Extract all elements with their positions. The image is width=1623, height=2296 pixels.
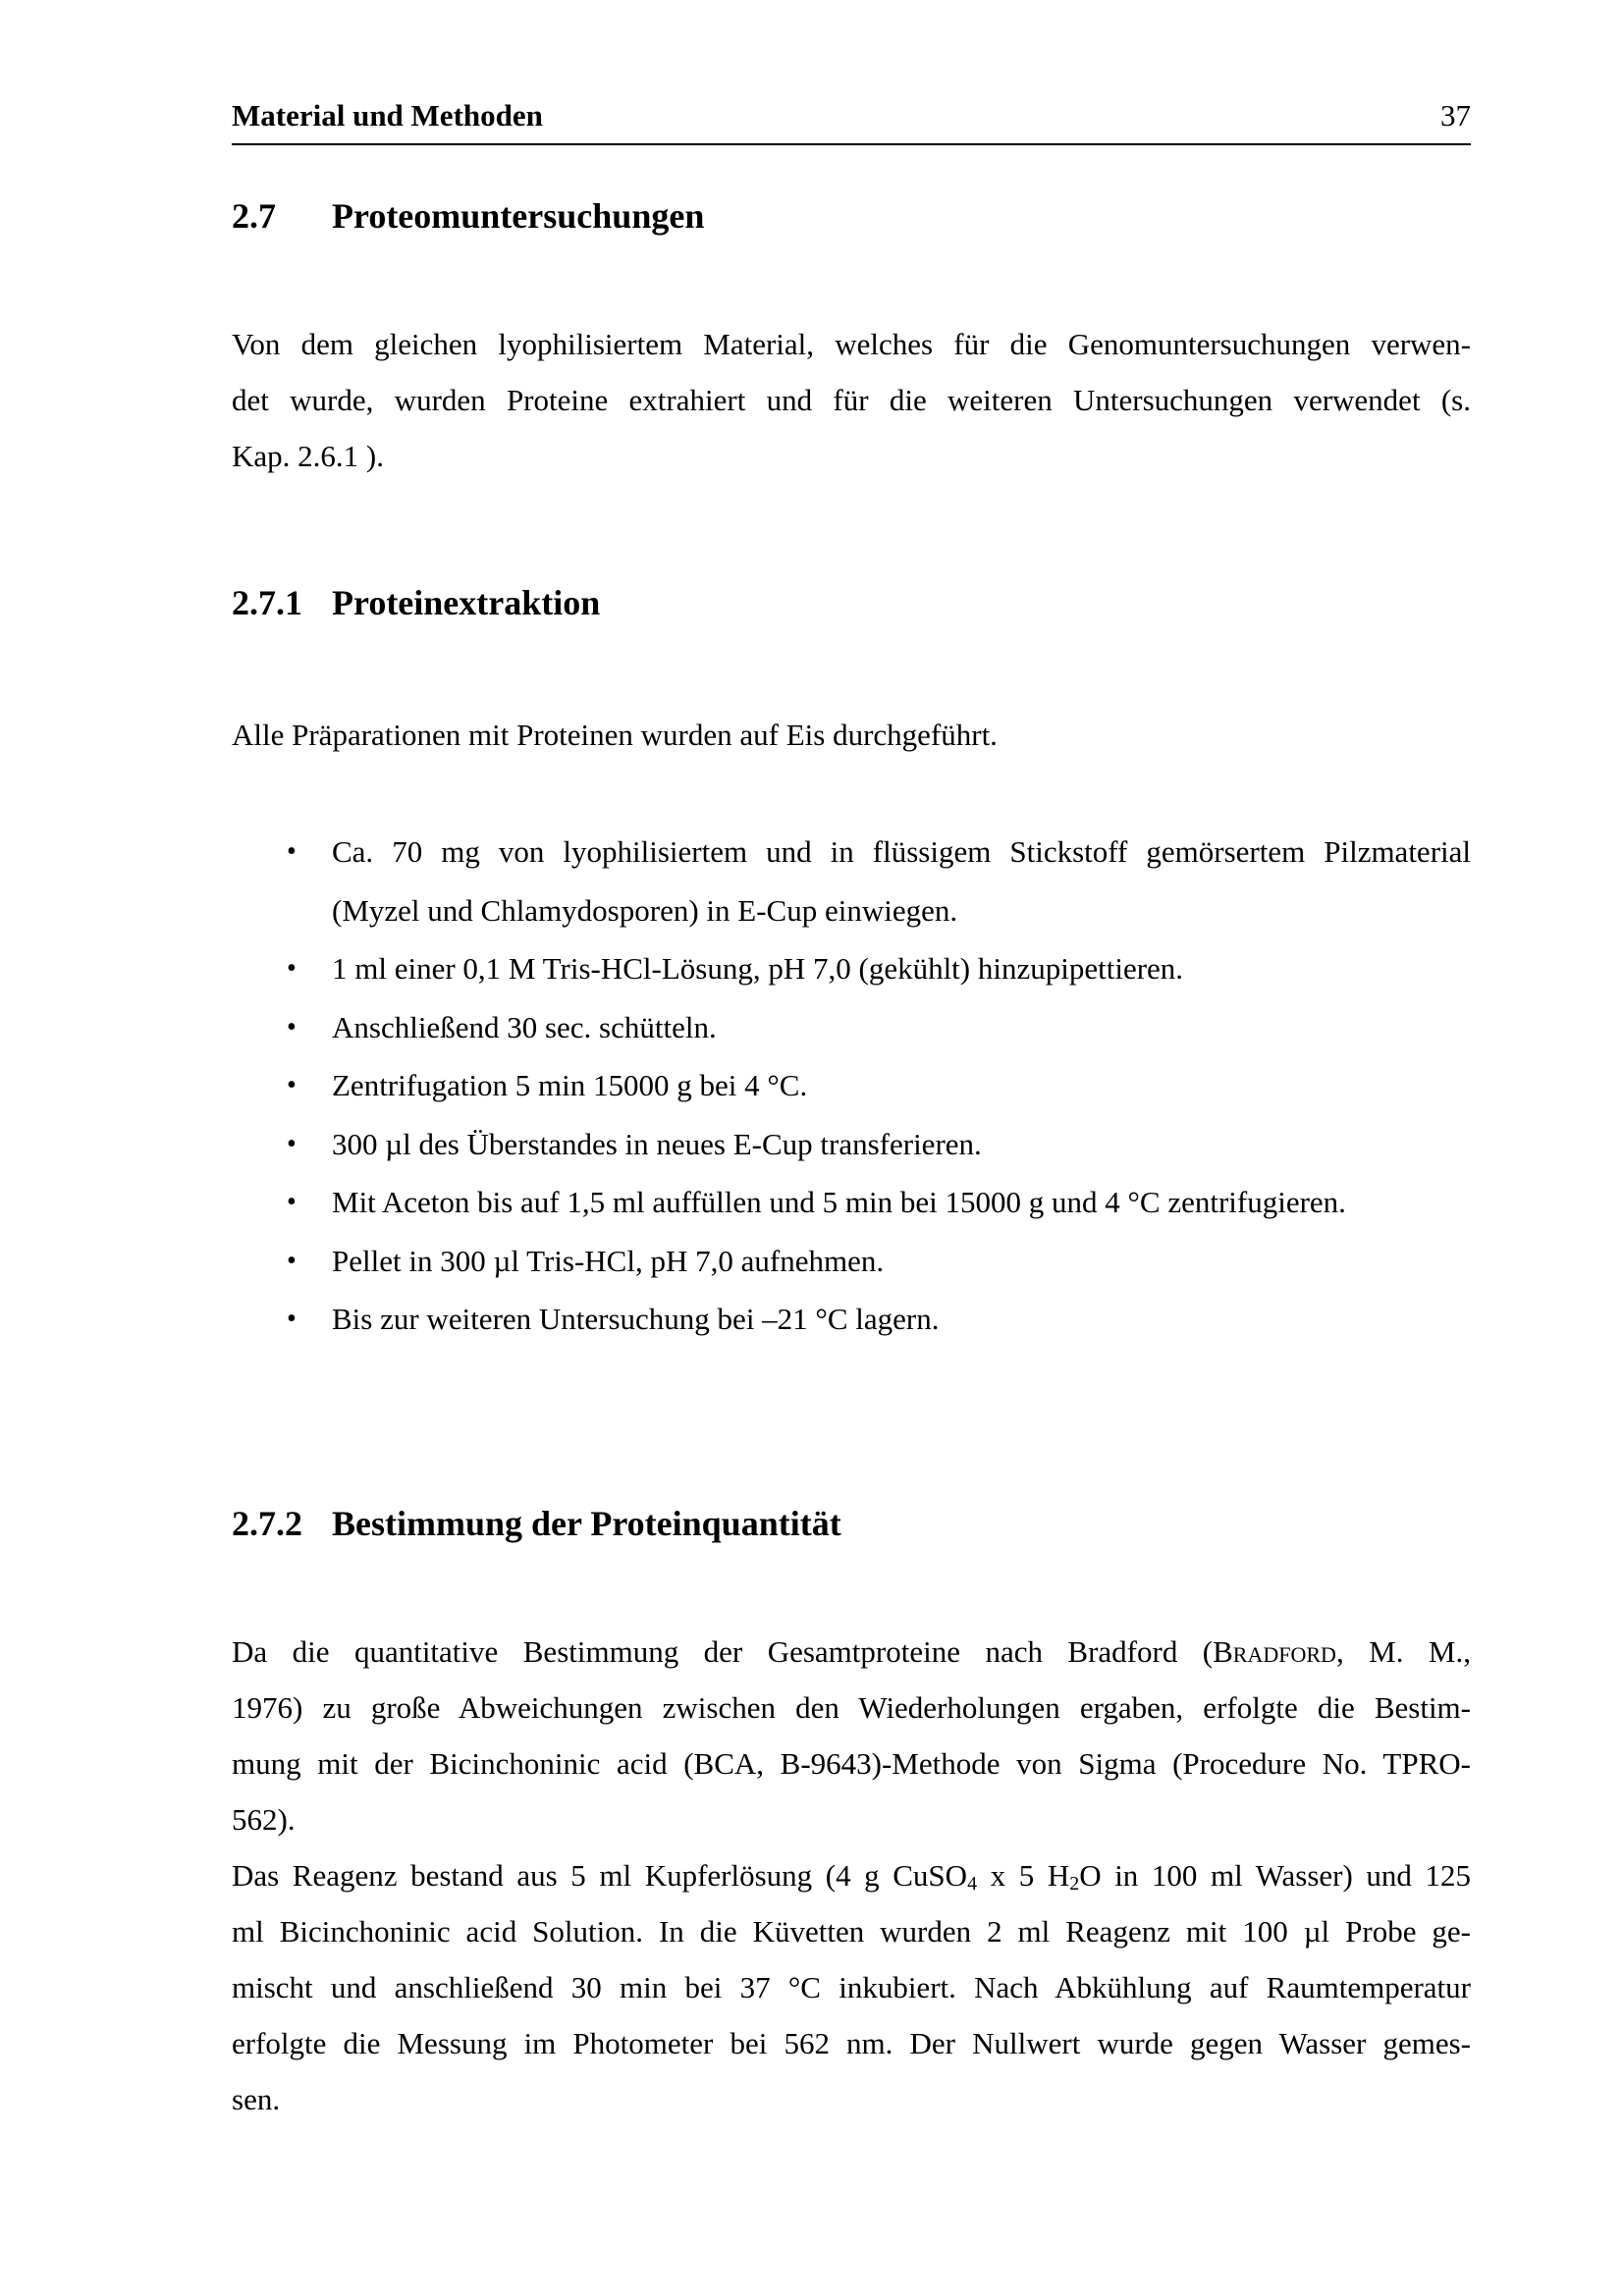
subscript: 2: [1069, 1873, 1080, 1895]
text-line: Ca. 70 mg von lyophilisiertem und in flüssigem Stickstoff gemörsertem Pilzmaterial: [332, 834, 1471, 869]
section-number: 2.7.1: [232, 583, 302, 622]
bullet-icon: •: [287, 1187, 297, 1217]
text-line: 562).: [232, 1802, 296, 1837]
text-line: Bis zur weiteren Untersuchung bei –21 °C lagern.: [332, 1302, 940, 1336]
subscript: 4: [967, 1873, 978, 1895]
text-line: Von dem gleichen lyophilisiertem Material, welches für die Genomuntersuchungen verwen-: [232, 327, 1471, 361]
text-fragment: O in 100 ml Wasser) und 125: [1079, 1858, 1471, 1893]
running-header: [232, 96, 1471, 145]
text-line: mischt und anschließend 30 min bei 37 °C inkubiert. Nach Abkühlung auf Raumtemperatur: [232, 1970, 1471, 2004]
paragraph-proteomics-intro: [232, 316, 1471, 484]
extraction-steps-list: [232, 823, 1471, 1349]
paragraph-quantification: [232, 1624, 1471, 2127]
list-item: [232, 1173, 1471, 1232]
text-line: ml Bicinchoninic acid Solution. In die Küvetten wurden 2 ml Reagenz mit 100 µl Probe ge-: [232, 1914, 1471, 1949]
bullet-icon: •: [287, 1011, 297, 1042]
text-fragment: Das Reagenz bestand aus 5 ml Kupferlösung (4 g CuSO: [232, 1858, 968, 1893]
text-line: erfolgte die Messung im Photometer bei 562 nm. Der Nullwert wurde gegen Wasser gemes-: [232, 2026, 1471, 2060]
section-title: Bestimmung der Proteinquantität: [332, 1504, 841, 1543]
text-line: 300 µl des Überstandes in neues E-Cup transferieren.: [332, 1126, 982, 1161]
paragraph-extraction-intro: [232, 707, 1471, 763]
page-number: 37: [1440, 98, 1471, 133]
text-line: sen.: [232, 2082, 281, 2116]
text-line: 1 ml einer 0,1 M Tris-HCl-Lösung, pH 7,0 (gekühlt) hinzupipettieren.: [332, 951, 1184, 986]
text-line: [232, 1624, 1471, 1680]
text-line: Pellet in 300 µl Tris-HCl, pH 7,0 aufnehmen.: [332, 1243, 885, 1278]
list-item: [232, 823, 1471, 939]
list-item: [232, 1232, 1471, 1291]
bullet-icon: •: [287, 836, 297, 867]
list-item: [232, 998, 1471, 1057]
section-heading-2-7: [232, 194, 704, 238]
list-item: [232, 1056, 1471, 1115]
text-fragment: , M. M.,: [1335, 1634, 1471, 1669]
bullet-icon: •: [287, 1304, 297, 1334]
text-fragment: Da die quantitative Bestimmung der Gesamtproteine nach Bradford (: [232, 1634, 1214, 1669]
list-item: [232, 1115, 1471, 1174]
text-line: (Myzel und Chlamydosporen) in E-Cup einwiegen.: [332, 892, 958, 928]
text-fragment: x 5 H: [977, 1858, 1070, 1893]
section-title: Proteomuntersuchungen: [332, 196, 705, 236]
list-item: [232, 1290, 1471, 1349]
text-line: Mit Aceton bis auf 1,5 ml auffüllen und 5 min bei 15000 g und 4 °C zentrifugieren.: [332, 1185, 1346, 1219]
section-heading-2-7-1: [232, 581, 600, 624]
bullet-icon: •: [287, 1245, 297, 1276]
text-line: [232, 1847, 1471, 1903]
section-number: 2.7.2: [232, 1504, 302, 1543]
author-name-small-caps: Bradford: [1213, 1634, 1336, 1669]
section-title: Proteinextraktion: [332, 583, 601, 622]
section-heading-2-7-2: [232, 1502, 841, 1545]
bullet-icon: •: [287, 1128, 297, 1159]
header-chapter-title: Material und Methoden: [232, 98, 543, 133]
list-item: [232, 939, 1471, 998]
bullet-icon: •: [287, 953, 297, 984]
bullet-icon: •: [287, 1070, 297, 1100]
text-line: Anschließend 30 sec. schütteln.: [332, 1009, 717, 1044]
text-line: 1976) zu große Abweichungen zwischen den Wiederholungen ergaben, erfolgte die Bestim-: [232, 1690, 1471, 1725]
text-line: mung mit der Bicinchoninic acid (BCA, B-9643)-Methode von Sigma (Procedure No. TPRO-: [232, 1746, 1471, 1781]
text-line: det wurde, wurden Proteine extrahiert und für die weiteren Untersuchungen verwendet (s.: [232, 383, 1471, 417]
text-line: Alle Präparationen mit Proteinen wurden auf Eis durchgeführt.: [232, 718, 998, 752]
text-line: Zentrifugation 5 min 15000 g bei 4 °C.: [332, 1068, 808, 1102]
section-number: 2.7: [232, 196, 276, 236]
text-line: Kap. 2.6.1 ).: [232, 439, 384, 473]
